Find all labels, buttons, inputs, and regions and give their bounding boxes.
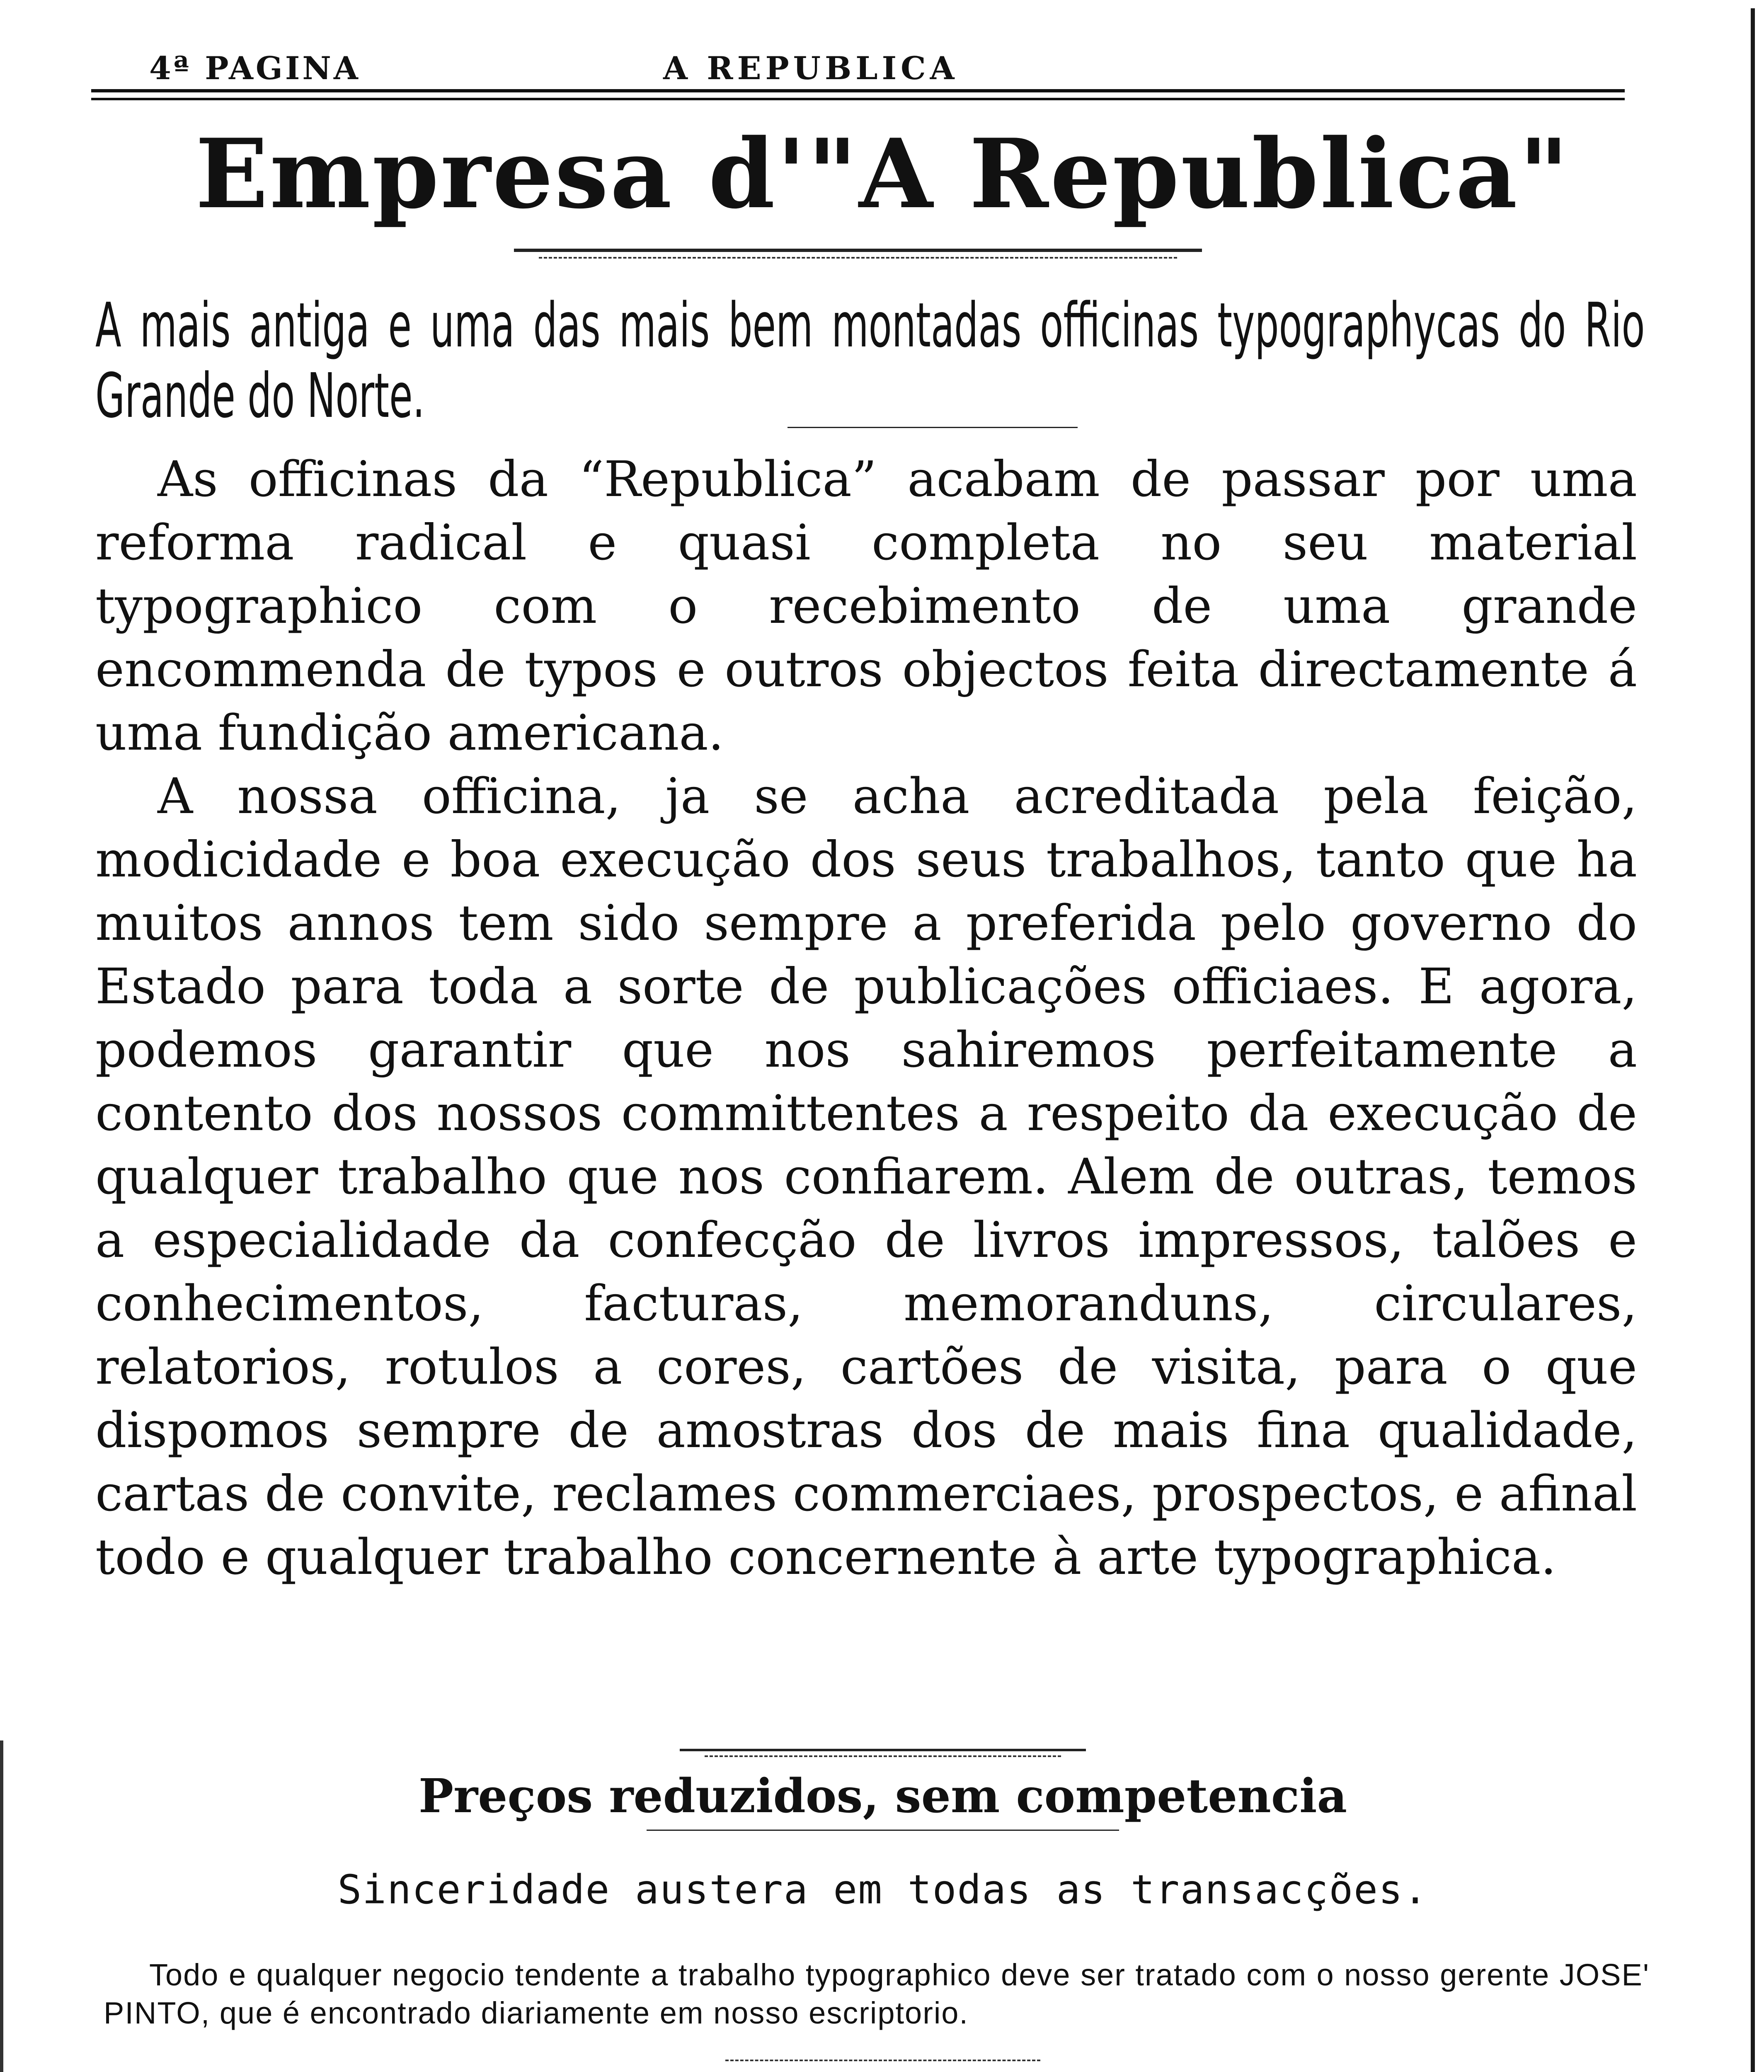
section-ornament-dashes [705,1755,1061,1757]
page-edge-mark [0,1740,3,2072]
title-ornament-dashes [539,257,1177,259]
tagline: Preços reduzidos, sem competencia [418,1769,1347,1823]
section-ornament-rule [680,1749,1086,1751]
subtagline: Sinceridade austera em todas as transacções. [337,1866,1428,1913]
page-edge-shadow [1751,8,1755,2072]
lead-paragraph: A mais antiga e uma das mais bem montadas officinas typographycas do Rio Grande do Norte. [95,290,1645,431]
note-ornament-dashes [725,2060,1040,2061]
page-number: 4ª PAGINA [149,50,361,87]
header-rule-top [91,89,1625,92]
header-rule-bottom [91,98,1625,100]
article-paragraph: A nossa officina, ja se acha acreditada pela feição, modicidade e boa execução dos seus trabalhos, tanto que ha muitos annos tem sido sempre a preferida pelo governo do Estado para toda a sorte de publicações officiaes. E agora, podemos garantir que nos sahiremos perfeitamente a contento dos nossos committentes a respeito da execução de qualquer trabalho que nos confiarem. Alem de outras, temos a especialidade da confecção de livros impressos, talões e conhecimentos, facturas, memoranduns, circulares, relatorios, rotulos a cores, cartões de visita, para o que dispomos sempre de amostras dos de mais fina qualidade, cartas de convite, reclames commerciaes, prospectos, e afinal todo e qualquer trabalho concernente à arte typographica. [95,767,1637,1585]
article-paragraph: As officinas da “Republica” acabam de passar por uma reforma radical e quasi completa no seu material typographico com o recebimento de uma grande encommenda de typos e outros objectos feita directamente á uma fundição americana. [95,450,1637,761]
contact-note-text: Todo e qualquer negocio tendente a trabalho typographico deve ser tratado com o nosso gerente JOSE' PINTO, que é encontrado diariamente em nosso escriptorio. [104,1958,1650,2030]
title-ornament-rule [514,249,1202,252]
contact-note [104,1956,1650,2032]
newspaper-name: A REPUBLICA [663,50,959,87]
lead-underline [788,427,1078,428]
page-title: Empresa d'"A Republica" [195,118,1570,230]
tagline-underline [647,1830,1119,1831]
article-body [95,448,1637,1589]
page-header [91,50,1633,95]
